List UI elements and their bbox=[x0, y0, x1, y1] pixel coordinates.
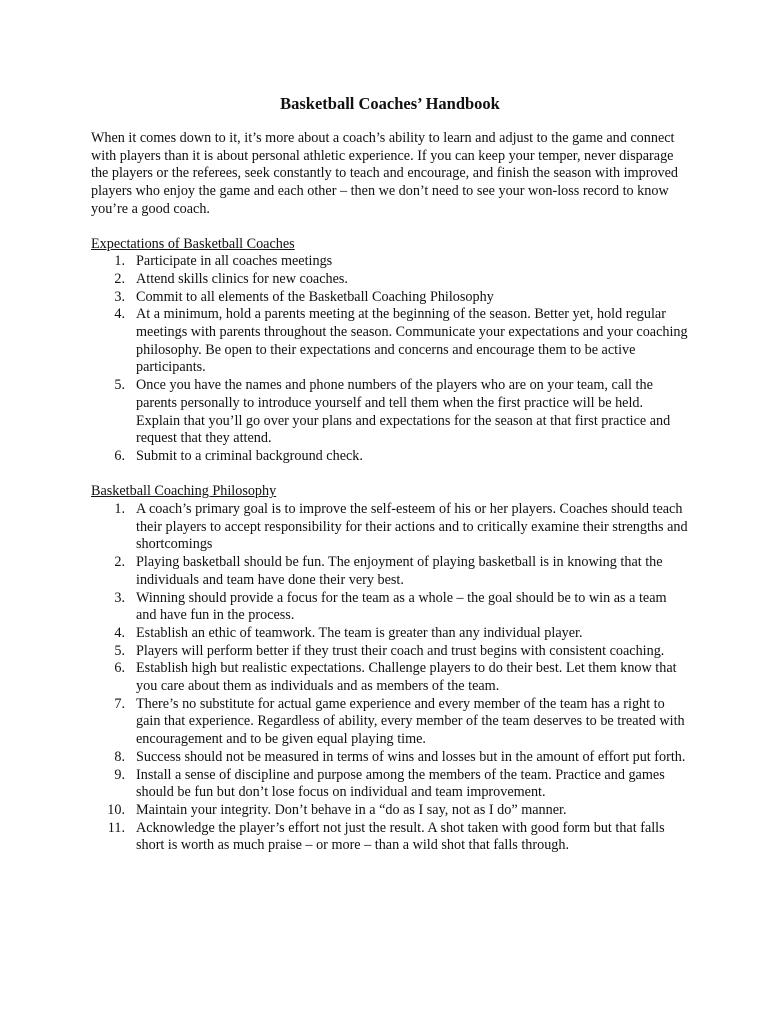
list-item-text: Submit to a criminal background check. bbox=[136, 447, 363, 464]
list-item bbox=[91, 554, 689, 589]
list-number: 4. bbox=[114, 306, 125, 323]
list-number: 7. bbox=[114, 695, 125, 712]
list-item bbox=[91, 289, 689, 307]
list-item bbox=[91, 501, 689, 554]
list-number: 6. bbox=[114, 447, 125, 464]
document-title: Basketball Coaches’ Handbook bbox=[280, 94, 500, 113]
list-item bbox=[91, 306, 689, 377]
list-item-text: Maintain your integrity. Don’t behave in a “do as I say, not as I do” manner. bbox=[136, 802, 567, 818]
list-item-text: Install a sense of discipline and purpose among the members of the team. Practice and games should be fun but don’t lose focus on individual and team improvement. bbox=[136, 766, 665, 801]
list-item bbox=[91, 271, 689, 289]
section-spacer bbox=[91, 466, 689, 484]
section-philosophy bbox=[91, 483, 689, 855]
list-number: 3. bbox=[114, 589, 125, 606]
list-item-text: A coach’s primary goal is to improve the self-esteem of his or her players. Coaches should teach their players to accept responsibility for their actions and to critically examine their strengths and shortcomings bbox=[136, 501, 688, 553]
list-item bbox=[91, 802, 689, 820]
list-item bbox=[91, 377, 689, 448]
list-number: 4. bbox=[114, 624, 125, 641]
list-item bbox=[91, 643, 689, 661]
philosophy-list bbox=[91, 501, 689, 855]
list-number: 10. bbox=[107, 802, 125, 818]
list-item-text: At a minimum, hold a parents meeting at the beginning of the season. Better yet, hold regular meetings with parents throughout the season. Communicate your expectations and your coaching philosophy. Be open to their expectations and concerns and encourage them to be active participants. bbox=[136, 306, 688, 376]
list-item bbox=[91, 625, 689, 643]
list-item bbox=[91, 820, 689, 855]
expectations-list bbox=[91, 253, 689, 465]
list-item-text: Establish an ethic of teamwork. The team is greater than any individual player. bbox=[136, 624, 583, 641]
list-item bbox=[91, 767, 689, 802]
list-number: 11. bbox=[107, 819, 125, 836]
list-item-text: There’s no substitute for actual game experience and every member of the team has a right to gain that experience. Regardless of ability, every member of the team deserves to be treated with encouragement and to be given equal playing time. bbox=[136, 695, 685, 748]
list-item bbox=[91, 749, 689, 767]
list-item bbox=[91, 696, 689, 749]
list-number: 9. bbox=[114, 766, 125, 783]
list-item-text: Success should not be measured in terms of wins and losses but in the amount of effort put forth. bbox=[136, 748, 686, 765]
list-item-text: Commit to all elements of the Basketball Coaching Philosophy bbox=[136, 288, 494, 305]
list-item-text: Players will perform better if they trust their coach and trust begins with consistent coaching. bbox=[136, 642, 665, 659]
list-number: 3. bbox=[114, 288, 125, 305]
list-number: 1. bbox=[114, 501, 125, 518]
section-heading: Basketball Coaching Philosophy bbox=[91, 483, 277, 500]
section-expectations bbox=[91, 236, 689, 466]
list-number: 6. bbox=[114, 660, 125, 677]
list-item bbox=[91, 660, 689, 695]
list-item-text: Winning should provide a focus for the team as a whole – the goal should be to win as a team and have fun in the process. bbox=[136, 589, 667, 624]
document-page bbox=[91, 94, 689, 855]
list-item-text: Once you have the names and phone numbers of the players who are on your team, call the parents personally to introduce yourself and tell them when the first practice will be held. Explain that you’ll go over your plans and expectations for the season at that first practice and request that they attend. bbox=[136, 377, 671, 447]
list-number: 2. bbox=[114, 270, 125, 287]
list-item-text: Establish high but realistic expectations. Challenge players to do their best. Let them know that you care about them as individuals and as members of the team. bbox=[136, 660, 677, 695]
list-item bbox=[91, 448, 689, 466]
list-number: 2. bbox=[114, 554, 125, 571]
list-item-text: Acknowledge the player’s effort not just the result. A shot taken with good form but that falls short is worth as much praise – or more – than a wild shot that falls through. bbox=[136, 819, 665, 854]
list-number: 8. bbox=[114, 748, 125, 765]
list-number: 5. bbox=[114, 642, 125, 659]
list-item-text: Participate in all coaches meetings bbox=[136, 253, 333, 270]
intro-paragraph: When it comes down to it, it’s more about a coach’s ability to learn and adjust to the game and connect with players than it is about personal athletic experience. If you can keep your temper, never disparage the players or the referees, seek constantly to teach and encourage, and finish the season with improved players who enjoy the game and each other – then we don’t need to see your won-loss record to know you’re a good coach. bbox=[91, 130, 678, 217]
list-item-text: Playing basketball should be fun. The enjoyment of playing basketball is in knowing that the individuals and team have done their very best. bbox=[136, 554, 663, 588]
list-item bbox=[91, 590, 689, 625]
list-number: 1. bbox=[114, 253, 125, 270]
list-item-text: Attend skills clinics for new coaches. bbox=[136, 270, 348, 287]
list-number: 5. bbox=[114, 377, 125, 394]
list-item bbox=[91, 253, 689, 271]
section-heading: Expectations of Basketball Coaches bbox=[91, 235, 295, 252]
